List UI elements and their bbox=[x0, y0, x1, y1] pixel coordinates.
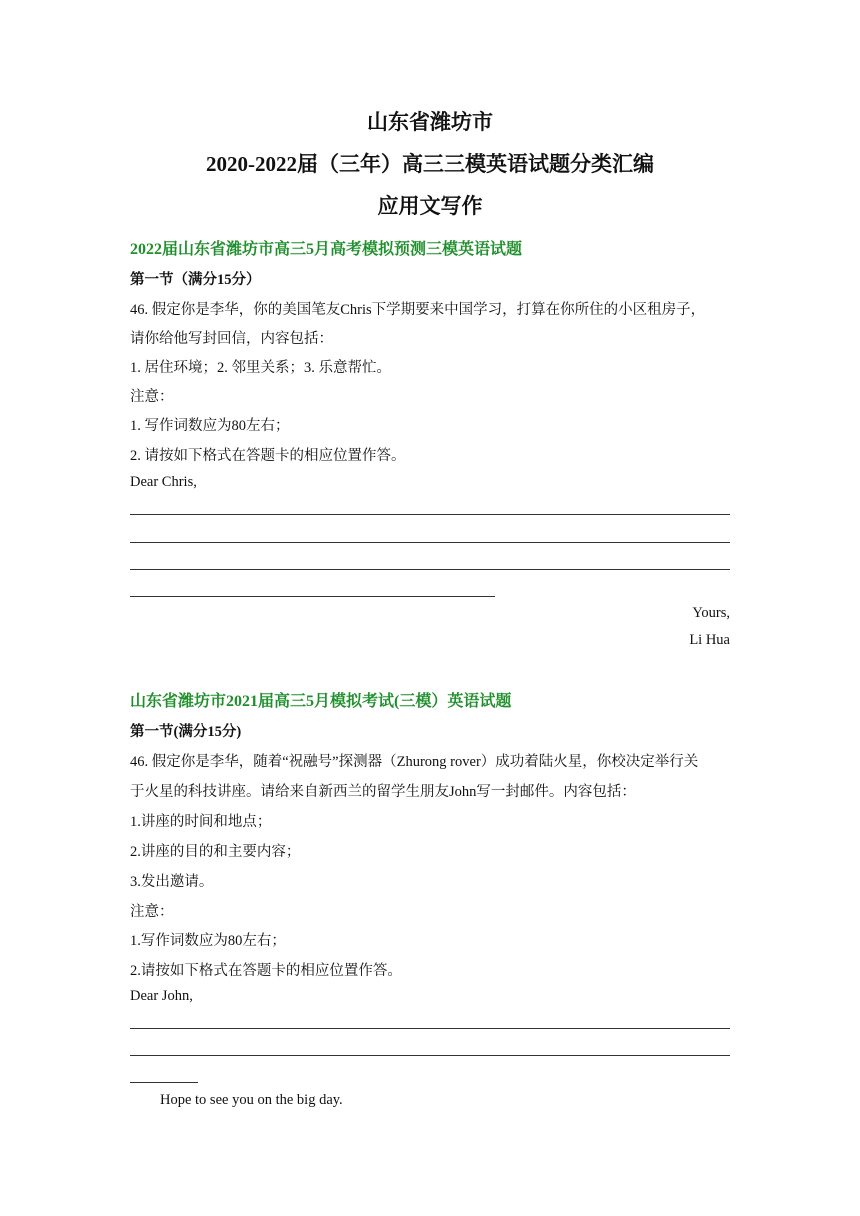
note-item: 2. 请按如下格式在答题卡的相应位置作答。 bbox=[130, 448, 406, 464]
writing-line bbox=[130, 1082, 198, 1083]
writing-line bbox=[130, 569, 730, 570]
question-text-line: 46. 假定你是李华，随着“祝融号”探测器（Zhurong rover）成功着陆火星，你校决定举行关 bbox=[130, 754, 699, 770]
letter-closing: Yours, bbox=[692, 605, 730, 621]
part-label: 第一节(满分15分) bbox=[130, 724, 242, 740]
writing-line bbox=[130, 1028, 730, 1029]
doc-title-region: 山东省潍坊市 bbox=[367, 110, 493, 134]
content-point: 3.发出邀请。 bbox=[130, 874, 214, 890]
letter-greeting: Dear Chris, bbox=[130, 474, 197, 490]
note-item: 2.请按如下格式在答题卡的相应位置作答。 bbox=[130, 963, 402, 979]
content-points: 1. 居住环境；2. 邻里关系；3. 乐意帮忙。 bbox=[130, 360, 391, 376]
part-label: 第一节（满分15分） bbox=[130, 272, 261, 288]
doc-title-series: 2020-2022届（三年）高三三模英语试题分类汇编 bbox=[206, 152, 654, 176]
letter-greeting: Dear John, bbox=[130, 988, 193, 1004]
note-item: 1.写作词数应为80左右； bbox=[130, 933, 286, 949]
question-text-line: 于火星的科技讲座。请给来自新西兰的留学生朋友John写一封邮件。内容包括： bbox=[130, 784, 636, 800]
letter-signature: Li Hua bbox=[689, 632, 730, 648]
question-text-line: 请你给他写封回信，内容包括： bbox=[130, 331, 333, 347]
note-item: 1. 写作词数应为80左右； bbox=[130, 418, 290, 434]
content-point: 2.讲座的目的和主要内容； bbox=[130, 844, 301, 860]
note-label: 注意： bbox=[130, 389, 174, 405]
doc-title-topic: 应用文写作 bbox=[377, 194, 483, 218]
writing-line bbox=[130, 514, 730, 515]
writing-line bbox=[130, 1055, 730, 1056]
content-point: 1.讲座的时间和地点； bbox=[130, 814, 272, 830]
question-text-line: 46. 假定你是李华，你的美国笔友Chris下学期要来中国学习，打算在你所住的小区租房子， bbox=[130, 302, 706, 318]
section-heading-2021: 山东省潍坊市2021届高三5月模拟考试(三模）英语试题 bbox=[130, 693, 512, 710]
letter-ending: Hope to see you on the big day. bbox=[160, 1092, 343, 1108]
writing-line bbox=[130, 542, 730, 543]
writing-line bbox=[130, 596, 495, 597]
note-label: 注意： bbox=[130, 904, 174, 920]
section-heading-2022: 2022届山东省潍坊市高三5月高考模拟预测三模英语试题 bbox=[130, 241, 523, 258]
